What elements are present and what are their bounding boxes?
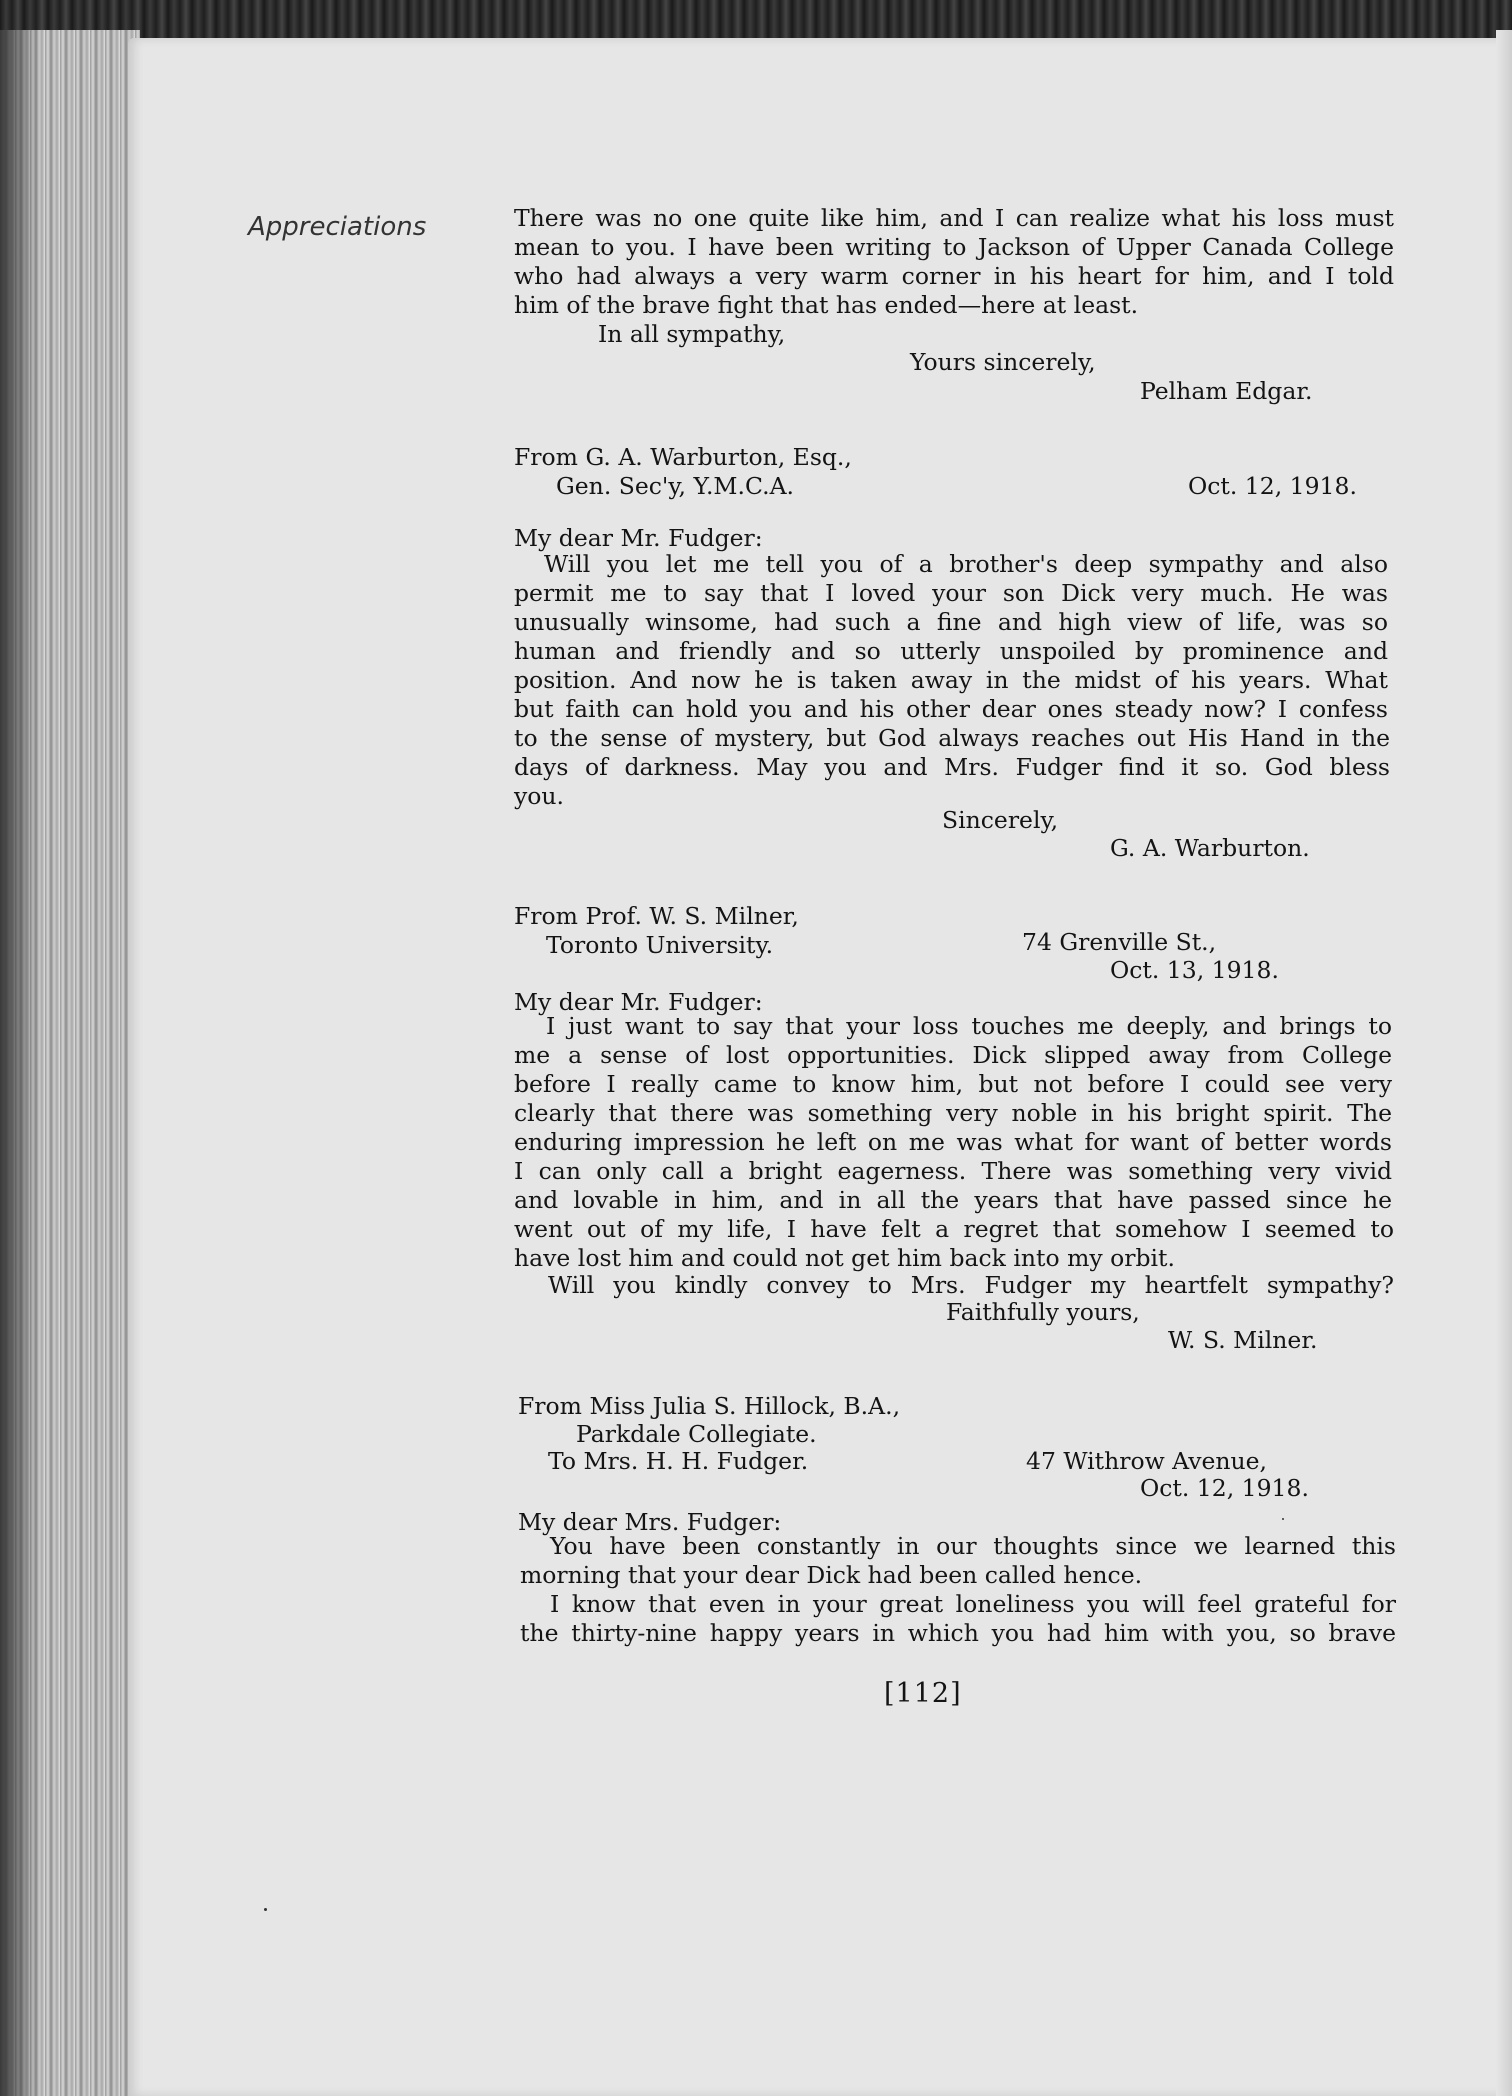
page-number: [112]: [884, 1678, 962, 1709]
body-line: went out of my life, I have felt a regret that somehow I seemed to: [514, 1215, 1394, 1243]
body-line: human and friendly and so utterly unspoiled by prominence and: [514, 637, 1388, 665]
body-line: I can only call a bright eagerness. There was something very vivid: [514, 1157, 1392, 1185]
letter-from-title: Gen. Sec'y, Y.M.C.A.: [556, 472, 795, 500]
body-line: have lost him and could not get him back into my orbit.: [514, 1244, 1175, 1272]
body-line: morning that your dear Dick had been called hence.: [520, 1561, 1143, 1589]
letter-from: From G. A. Warburton, Esq.,: [514, 443, 852, 471]
body-line: to the sense of mystery, but God always reaches out His Hand in the: [514, 724, 1390, 752]
letter-from-title: Parkdale Collegiate.: [576, 1420, 817, 1448]
body-line: the thirty-nine happy years in which you had him with you, so brave: [520, 1619, 1396, 1647]
letter-from: From Prof. W. S. Milner,: [514, 902, 799, 930]
signature: W. S. Milner.: [1168, 1326, 1318, 1354]
salutation: My dear Mrs. Fudger:: [518, 1508, 782, 1536]
body-line: days of darkness. May you and Mrs. Fudger find it so. God bless: [514, 753, 1390, 781]
body-line: but faith can hold you and his other dear ones steady now? I confess: [514, 695, 1388, 723]
closing: Yours sincerely,: [910, 348, 1096, 376]
body-line: permit me to say that I loved your son Dick very much. He was: [514, 579, 1388, 607]
body-line: clearly that there was something very noble in his bright spirit. The: [514, 1099, 1392, 1127]
letter-address: 74 Grenville St.,: [1022, 928, 1217, 956]
signature: G. A. Warburton.: [1110, 834, 1310, 862]
body-line: Will you let me tell you of a brother's deep sympathy and also: [544, 550, 1388, 578]
body-line: enduring impression he left on me was what for want of better words: [514, 1128, 1392, 1156]
closing: In all sympathy,: [598, 320, 786, 348]
body-line: There was no one quite like him, and I can realize what his loss must: [514, 204, 1394, 232]
body-line: I just want to say that your loss touches me deeply, and brings to: [546, 1012, 1392, 1040]
body-line: him of the brave fight that has ended—here at least.: [514, 291, 1139, 319]
letter-date: Oct. 13, 1918.: [1110, 956, 1279, 984]
body-line: position. And now he is taken away in the midst of his years. What: [514, 666, 1388, 694]
closing: Sincerely,: [942, 806, 1059, 834]
body-line: and lovable in him, and in all the years that have passed since he: [514, 1186, 1392, 1214]
letter-from-title: Toronto University.: [546, 931, 774, 959]
letter-date: Oct. 12, 1918.: [1188, 472, 1357, 500]
body-line: who had always a very warm corner in his heart for him, and I told: [514, 262, 1394, 290]
margin-label: Appreciations: [248, 212, 427, 242]
page-edge-right: [1496, 30, 1512, 2096]
body-line: before I really came to know him, but not before I could see very: [514, 1070, 1392, 1098]
letter-address: 47 Withrow Avenue,: [1026, 1447, 1268, 1475]
salutation: My dear Mr. Fudger:: [514, 988, 763, 1016]
paper-speck: [264, 1908, 267, 1911]
letter-date: Oct. 12, 1918.: [1140, 1474, 1309, 1502]
body-line: me a sense of lost opportunities. Dick slipped away from College: [514, 1041, 1392, 1069]
signature: Pelham Edgar.: [1140, 377, 1313, 405]
binding-shadow: [0, 30, 40, 2096]
body-line: You have been constantly in our thoughts since we learned this: [550, 1532, 1396, 1560]
body-line: you.: [514, 782, 565, 810]
body-line: I know that even in your great loneliness you will feel grateful for: [550, 1590, 1396, 1618]
closing: Faithfully yours,: [946, 1298, 1140, 1326]
letter-to: To Mrs. H. H. Fudger.: [548, 1447, 809, 1475]
body-line: unusually winsome, had such a fine and high view of life, was so: [514, 608, 1388, 636]
body-line: Will you kindly convey to Mrs. Fudger my heartfelt sympathy?: [548, 1271, 1394, 1299]
body-line: mean to you. I have been writing to Jackson of Upper Canada College: [514, 233, 1394, 261]
salutation: My dear Mr. Fudger:: [514, 524, 763, 552]
paper-speck: [1282, 1518, 1284, 1520]
letter-from: From Miss Julia S. Hillock, B.A.,: [518, 1392, 901, 1420]
